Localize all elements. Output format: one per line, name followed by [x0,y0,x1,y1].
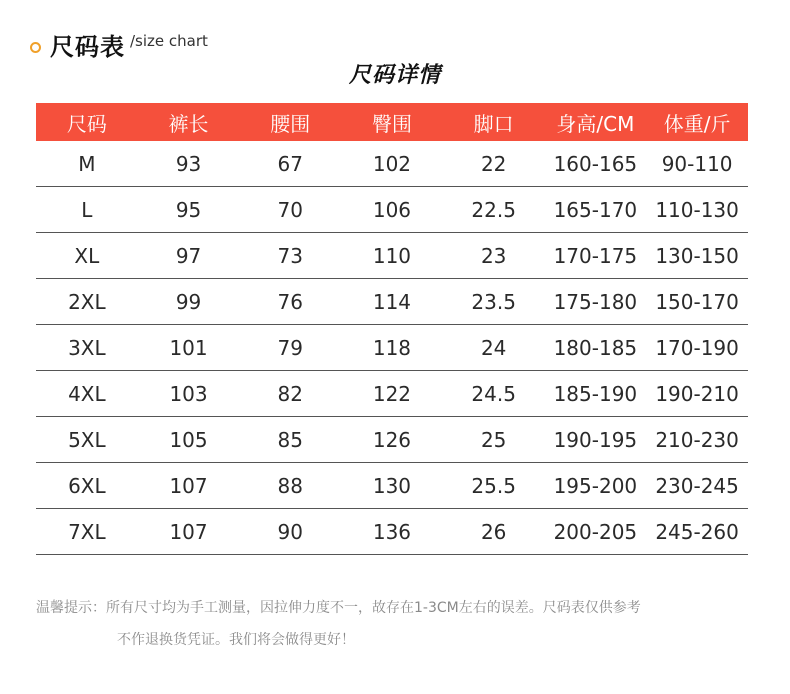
table-row [36,509,748,555]
cell-hip: 126 [341,417,443,463]
cell-weight: 190-210 [646,371,748,417]
column-header-height: 身高/CM [545,103,647,141]
cell-hip: 106 [341,187,443,233]
circle-bullet-icon [30,42,41,53]
cell-weight: 90-110 [646,141,748,187]
cell-length: 101 [138,325,240,371]
table-title: 尺码详情 [348,63,441,88]
cell-hip: 118 [341,325,443,371]
table-row [36,325,748,371]
cell-length: 107 [138,509,240,555]
cell-weight: 230-245 [646,463,748,509]
cell-size: 3XL [36,325,138,371]
section-title-english: /size chart [130,32,208,50]
cell-length: 99 [138,279,240,325]
cell-size: 5XL [36,417,138,463]
cell-size: L [36,187,138,233]
cell-height: 180-185 [545,325,647,371]
table-row [36,141,748,187]
cell-waist: 70 [239,187,341,233]
cell-length: 93 [138,141,240,187]
cell-leg-opening: 24.5 [443,371,545,417]
cell-waist: 82 [239,371,341,417]
cell-hip: 122 [341,371,443,417]
cell-waist: 85 [239,417,341,463]
cell-waist: 88 [239,463,341,509]
cell-hip: 136 [341,509,443,555]
cell-height: 200-205 [545,509,647,555]
column-header-hip: 臀围 [341,103,443,141]
column-header-weight: 体重/斤 [646,103,748,141]
cell-height: 170-175 [545,233,647,279]
cell-weight: 245-260 [646,509,748,555]
notes [36,592,756,656]
cell-waist: 67 [239,141,341,187]
cell-length: 103 [138,371,240,417]
cell-weight: 210-230 [646,417,748,463]
column-header-waist: 腰围 [239,103,341,141]
cell-waist: 79 [239,325,341,371]
table-row [36,463,748,509]
cell-weight: 170-190 [646,325,748,371]
cell-size: 4XL [36,371,138,417]
cell-hip: 130 [341,463,443,509]
cell-length: 105 [138,417,240,463]
cell-weight: 110-130 [646,187,748,233]
cell-size: 6XL [36,463,138,509]
table-body [36,141,748,555]
cell-waist: 73 [239,233,341,279]
cell-size: XL [36,233,138,279]
column-header-leg-opening: 脚口 [443,103,545,141]
cell-leg-opening: 25.5 [443,463,545,509]
table-row [36,233,748,279]
notes-line-2: 不作退换货凭证。我们将会做得更好！ [117,632,355,648]
column-header-length: 裤长 [138,103,240,141]
cell-weight: 150-170 [646,279,748,325]
cell-length: 97 [138,233,240,279]
column-header-size: 尺码 [36,103,138,141]
cell-leg-opening: 26 [443,509,545,555]
table-row [36,417,748,463]
cell-height: 175-180 [545,279,647,325]
cell-leg-opening: 22 [443,141,545,187]
table-row [36,371,748,417]
table-row [36,279,748,325]
table-header-row [36,103,748,141]
cell-hip: 102 [341,141,443,187]
cell-waist: 76 [239,279,341,325]
cell-height: 185-190 [545,371,647,417]
cell-size: 2XL [36,279,138,325]
cell-size: 7XL [36,509,138,555]
size-table [36,103,748,555]
cell-length: 95 [138,187,240,233]
cell-hip: 110 [341,233,443,279]
cell-length: 107 [138,463,240,509]
cell-height: 195-200 [545,463,647,509]
section-title: 尺码表 [50,32,125,61]
cell-height: 160-165 [545,141,647,187]
cell-weight: 130-150 [646,233,748,279]
notes-line-1: 温馨提示：所有尺寸均为手工测量，因拉伸力度不一，故存在1-3CM左右的误差。尺码表仅供参考 [36,600,641,616]
table-row [36,187,748,233]
cell-leg-opening: 22.5 [443,187,545,233]
cell-waist: 90 [239,509,341,555]
cell-leg-opening: 24 [443,325,545,371]
cell-size: M [36,141,138,187]
cell-hip: 114 [341,279,443,325]
cell-height: 190-195 [545,417,647,463]
cell-leg-opening: 23.5 [443,279,545,325]
cell-leg-opening: 23 [443,233,545,279]
cell-height: 165-170 [545,187,647,233]
cell-leg-opening: 25 [443,417,545,463]
